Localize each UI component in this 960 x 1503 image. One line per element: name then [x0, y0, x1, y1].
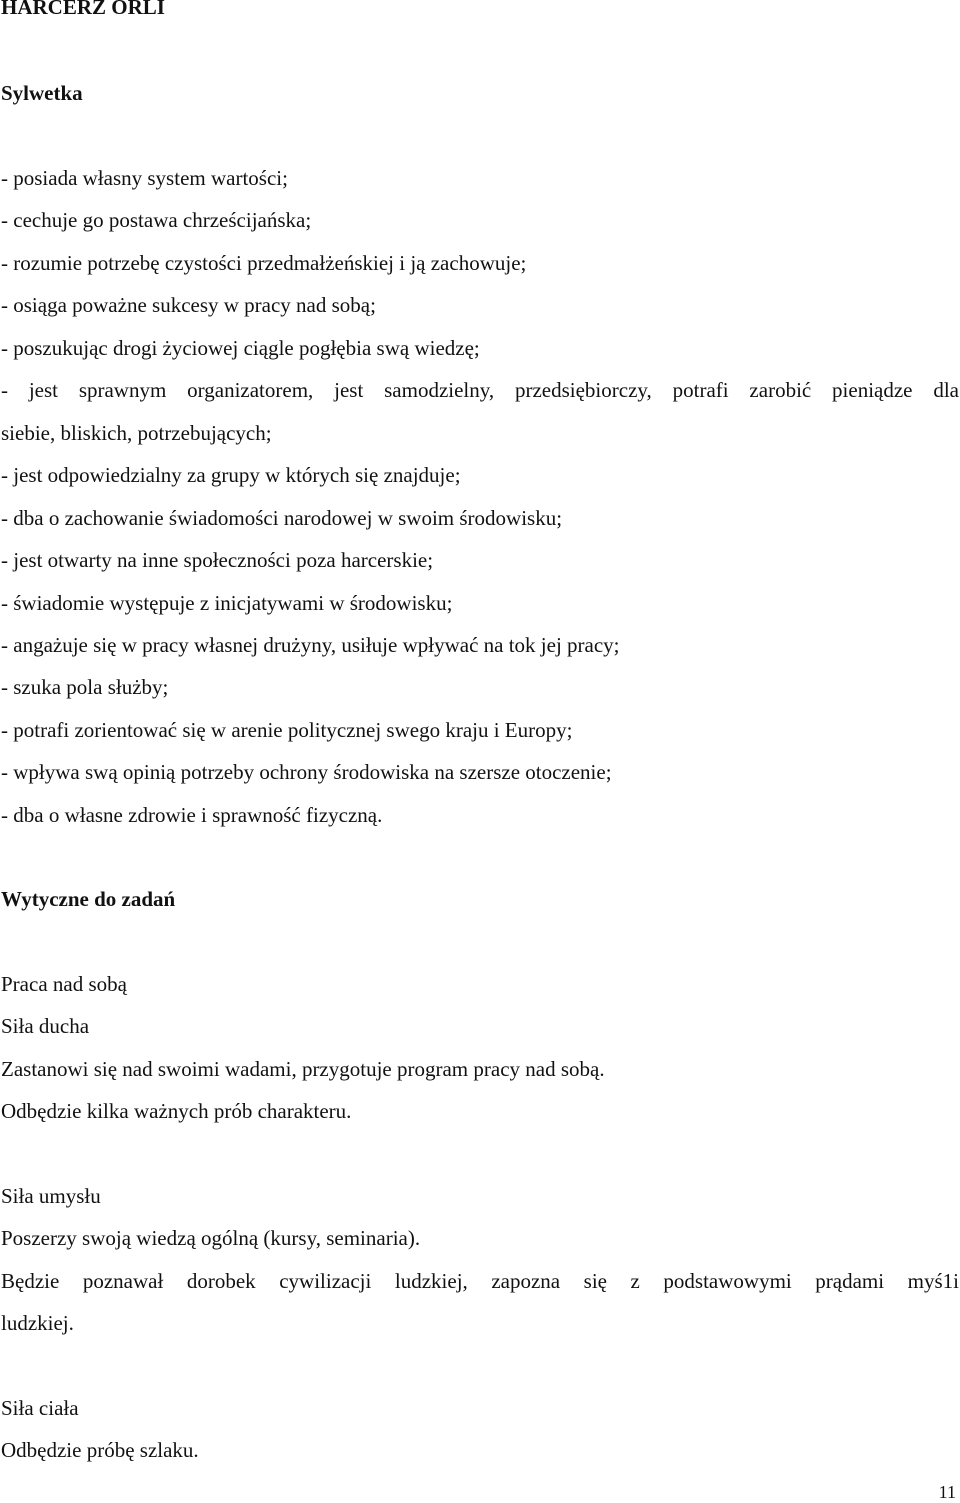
subheading-praca-nad-soba: Praca nad sobą: [1, 972, 127, 996]
list-item: - osiąga poważne sukcesy w pracy nad sobą;: [1, 293, 376, 317]
list-item: - dba o zachowanie świadomości narodowej w swoim środowisku;: [1, 506, 563, 530]
document-title: HARCERZ ORLI: [1, 0, 165, 19]
list-item: - posiada własny system wartości;: [1, 166, 288, 190]
list-item-continuation: siebie, bliskich, potrzebujących;: [1, 421, 272, 445]
list-item: - angażuje się w pracy własnej drużyny, usiłuje wpływać na tok jej pracy;: [1, 633, 620, 657]
page-number: 11: [938, 1482, 956, 1502]
list-item: - jest sprawnym organizatorem, jest samodzielny, przedsiębiorczy, potrafi zarobić pieniądze dla: [1, 378, 959, 402]
paragraph-line: Odbędzie kilka ważnych prób charakteru.: [1, 1099, 352, 1123]
list-item: - poszukując drogi życiowej ciągle pogłębia swą wiedzę;: [1, 336, 480, 360]
list-item: - cechuje go postawa chrześcijańska;: [1, 208, 312, 232]
list-item: - jest otwarty na inne społeczności poza harcerskie;: [1, 548, 434, 572]
subheading-sila-ciala: Siła ciała: [1, 1396, 79, 1420]
list-item: - jest odpowiedzialny za grupy w których się znajduje;: [1, 463, 461, 487]
list-item: - dba o własne zdrowie i sprawność fizyczną.: [1, 803, 383, 827]
list-item: - wpływa swą opinią potrzeby ochrony środowiska na szersze otoczenie;: [1, 760, 612, 784]
paragraph-line: Będzie poznawał dorobek cywilizacji ludzkiej, zapozna się z podstawowymi prądami myś1i: [1, 1269, 959, 1293]
list-item: - szuka pola służby;: [1, 675, 169, 699]
subheading-sila-umyslu: Siła umysłu: [1, 1184, 101, 1208]
list-item: - potrafi zorientować się w arenie politycznej swego kraju i Europy;: [1, 718, 573, 742]
list-item: - świadomie występuje z inicjatywami w środowisku;: [1, 591, 453, 615]
subheading-sila-ducha: Siła ducha: [1, 1014, 90, 1038]
paragraph-line: Zastanowi się nad swoimi wadami, przygotuje program pracy nad sobą.: [1, 1057, 605, 1081]
section-heading-wytyczne: Wytyczne do zadań: [1, 887, 176, 911]
paragraph-line-continuation: ludzkiej.: [1, 1311, 74, 1335]
paragraph-line: Poszerzy swoją wiedzą ogólną (kursy, seminaria).: [1, 1226, 421, 1250]
paragraph-line: Odbędzie próbę szlaku.: [1, 1438, 199, 1462]
section-heading-sylwetka: Sylwetka: [1, 81, 83, 105]
list-item: - rozumie potrzebę czystości przedmałżeńskiej i ją zachowuje;: [1, 251, 527, 275]
